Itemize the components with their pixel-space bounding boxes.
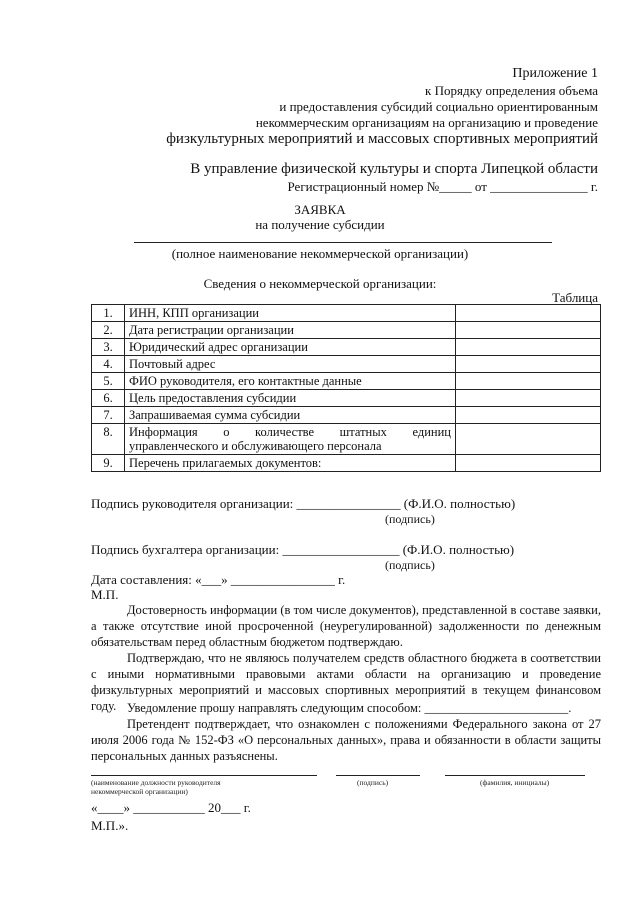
row-label: [125, 424, 456, 455]
table-row: [92, 305, 601, 322]
table-row: [92, 356, 601, 373]
table-row: [92, 339, 601, 356]
declaration-paragraph-2: Подтверждаю, что не являюсь получателем средств областного бюджета в соответствии с иными нормативными правовыми актами области на организацию и проведение физкультурных мероприятий и массовых спортивных мероприятий в текущем финансовом году.: [91, 651, 601, 713]
personal-data-paragraph: Претендент подтверждает, что ознакомлен с положениями Федерального закона от 27 июля 2006 года № 152-ФЗ «О персональных данных», права и обязанности в области защиты персональных данных разъяснены.: [91, 717, 601, 763]
org-name-line: [134, 242, 552, 243]
row-label-line-2: управленческого и обслуживающего персонала: [129, 439, 382, 453]
document-subtitle: на получение субсидии: [255, 217, 385, 232]
registration-number: Регистрационный номер №_____ от _______________ г.: [287, 179, 598, 194]
table-caption: Таблица: [552, 290, 598, 305]
row-number: 8.: [92, 424, 125, 455]
row-value-cell[interactable]: [456, 373, 601, 390]
position-line: [91, 775, 317, 776]
row-value-cell[interactable]: [456, 322, 601, 339]
row-value-cell[interactable]: [456, 424, 601, 455]
table-row: [92, 373, 601, 390]
header-line-3: некоммерческим организациям на организацию и проведение: [255, 115, 598, 130]
row-number: 7.: [92, 407, 125, 424]
row-number: 1.: [92, 305, 125, 322]
header-line-4: физкультурных мероприятий и массовых спортивных мероприятий: [166, 131, 598, 147]
head-signature-line: Подпись руководителя организации: ________________ (Ф.И.О. полностью): [91, 496, 516, 511]
row-number: 6.: [92, 390, 125, 407]
header-line-2: и предоставления субсидий социально ориентированным: [279, 99, 598, 114]
row-number: 5.: [92, 373, 125, 390]
row-label: Почтовый адрес: [125, 356, 456, 373]
row-label: Цель предоставления субсидии: [125, 390, 456, 407]
addressee: В управление физической культуры и спорта Липецкой области: [190, 161, 598, 177]
table-row: [92, 407, 601, 424]
row-label: Перечень прилагаемых документов:: [125, 455, 456, 472]
row-label: Юридический адрес организации: [125, 339, 456, 356]
row-number: 4.: [92, 356, 125, 373]
accountant-signature-line: Подпись бухгалтера организации: __________________ (Ф.И.О. полностью): [91, 542, 515, 557]
table-row: [92, 455, 601, 472]
appendix-label: Приложение 1: [512, 66, 598, 81]
info-heading: Сведения о некоммерческой организации:: [203, 276, 437, 291]
header-line-1: к Порядку определения объема: [425, 83, 598, 98]
row-label: Дата регистрации организации: [125, 322, 456, 339]
row-value-cell[interactable]: [456, 339, 601, 356]
name-line: [445, 775, 585, 776]
row-value-cell[interactable]: [456, 455, 601, 472]
declaration-paragraph-1: Достоверность информации (в том числе документов), представленной в составе заявки, а также отсутствие иной просроченной (неурегулированной) задолженности по денежным обязательствам перед областным бюджетом подтверждаю.: [91, 603, 601, 649]
document-title: ЗАЯВКА: [294, 202, 346, 217]
row-value-cell[interactable]: [456, 390, 601, 407]
row-label: Запрашиваемая сумма субсидии: [125, 407, 456, 424]
sign-caption: (подпись): [357, 778, 389, 787]
row-label: ФИО руководителя, его контактные данные: [125, 373, 456, 390]
row-label-line-1: Информация о количестве штатных единиц: [129, 425, 451, 439]
row-number: 3.: [92, 339, 125, 356]
position-caption: (наименование должности руководителя некоммерческой организации): [91, 778, 221, 796]
row-value-cell[interactable]: [456, 305, 601, 322]
row-value-cell[interactable]: [456, 407, 601, 424]
org-name-caption: (полное наименование некоммерческой организации): [171, 246, 469, 261]
accountant-signature-caption: (подпись): [385, 558, 435, 572]
table-row: [92, 424, 601, 455]
head-signature-caption: (подпись): [385, 512, 435, 526]
row-number: 9.: [92, 455, 125, 472]
row-value-cell[interactable]: [456, 356, 601, 373]
footer-stamp: М.П.».: [91, 818, 129, 833]
compilation-date: Дата составления: «___» ________________ г.: [91, 572, 346, 587]
name-caption: (фамилия, инициалы): [480, 778, 550, 787]
footer-date: «____» ___________ 20___ г.: [91, 800, 251, 815]
sign-line: [336, 775, 420, 776]
organization-info-table: [91, 304, 601, 472]
table-row: [92, 390, 601, 407]
row-label: ИНН, КПП организации: [125, 305, 456, 322]
notification-method: Уведомление прошу направлять следующим способом: _______________________.: [127, 701, 572, 715]
stamp-place: М.П.: [91, 587, 119, 602]
row-number: 2.: [92, 322, 125, 339]
table-row: [92, 322, 601, 339]
